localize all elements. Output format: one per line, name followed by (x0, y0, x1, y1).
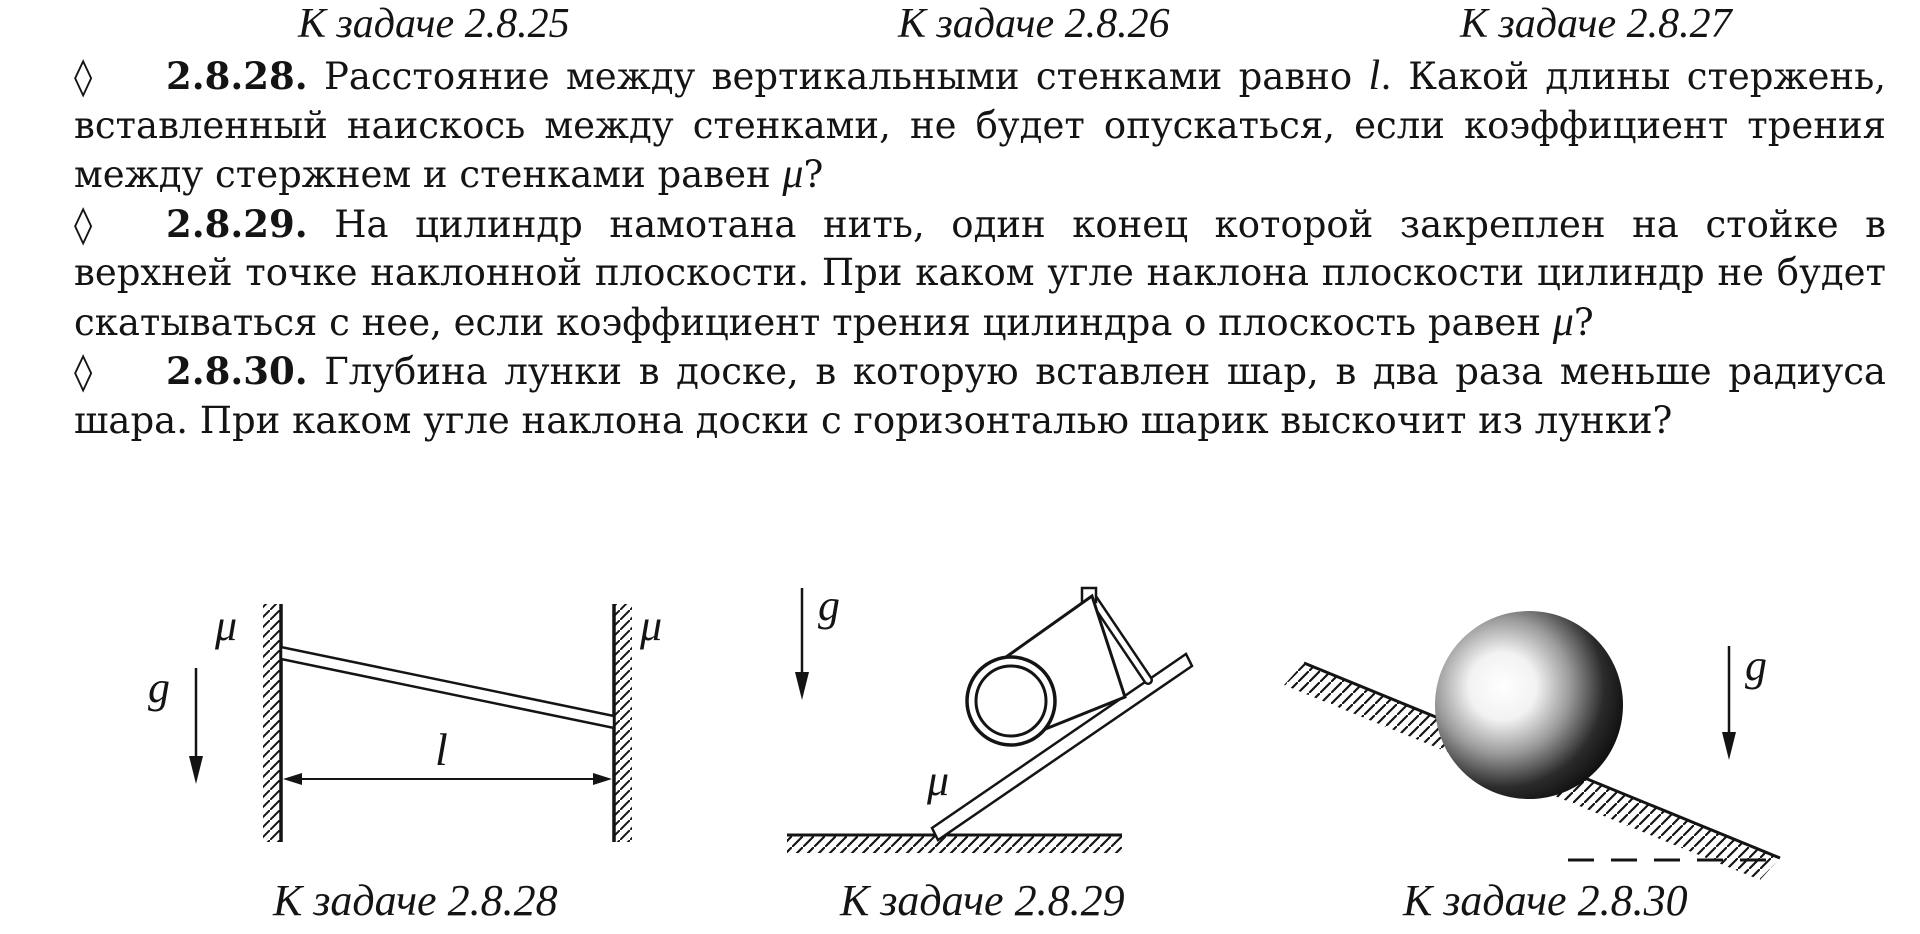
figure-cylinder-on-incline (787, 581, 1192, 853)
problem-text: Расстояние между вертикальными стенками равно (323, 55, 1369, 98)
label-g: g (818, 581, 840, 630)
caption-2-8-29: К задаче 2.8.29 (840, 876, 1125, 925)
right-wall-hatching (614, 604, 632, 842)
distance-arrow-right (593, 773, 612, 785)
caption-2-8-27: К задаче 2.8.27 (1460, 1, 1732, 47)
problem-number: 2.8.28. (166, 54, 308, 98)
label-l: l (435, 724, 448, 775)
variable-mu: μ (1552, 298, 1574, 345)
diamond-marker: ◊ (74, 55, 93, 98)
label-mu: μ (927, 756, 950, 805)
problem-2-8-29 (74, 200, 1886, 348)
ground-hatching (787, 835, 1122, 853)
ball (1435, 611, 1623, 799)
problem-text: Глубина лунки в доске, в которую вставлен шар, в два раза меньше радиуса шара. При каком угле наклона доски с горизонталью шарик выскочит из лунки? (74, 350, 1886, 442)
problem-number: 2.8.29. (166, 201, 308, 246)
problem-text: ? (803, 153, 824, 196)
diamond-marker: ◊ (74, 202, 93, 246)
caption-2-8-30: К задаче 2.8.30 (1403, 876, 1688, 925)
cylinder-inner (976, 666, 1046, 736)
label-g: g (1745, 641, 1767, 690)
gravity-arrow-head (795, 672, 809, 700)
figure-rod-between-walls (148, 601, 662, 842)
diamond-marker: ◊ (74, 350, 93, 393)
problem-list (74, 52, 1886, 445)
variable-mu: μ (782, 151, 804, 197)
problem-2-8-30 (74, 347, 1886, 445)
gravity-arrow-head (1722, 732, 1736, 760)
problem-number: 2.8.30. (166, 349, 308, 393)
caption-2-8-26: К задаче 2.8.26 (898, 1, 1170, 47)
caption-2-8-28: К задаче 2.8.28 (273, 876, 558, 925)
variable-l: l (1368, 53, 1381, 99)
problem-2-8-28 (74, 52, 1886, 200)
distance-arrow-left (283, 773, 302, 785)
label-mu-right: μ (640, 601, 663, 650)
label-mu-left: μ (215, 601, 238, 650)
left-wall-hatching (263, 604, 281, 842)
caption-2-8-25: К задаче 2.8.25 (298, 1, 570, 47)
label-g: g (148, 663, 170, 712)
problem-text: ? (1573, 300, 1594, 344)
problem-text: На цилиндр намотана нить, один конец которой закреплен на стойке в верхней точке наклонной плоскости. При каком угле наклона плоскости цилиндр не будет скатываться с нее, если коэффициент трения цилиндра о плоскость равен (74, 202, 1886, 344)
problem-text: . Какой длины стержень, вставленный наискось между стенками, не будет опускаться, если коэффициент трения между стержнем и стенками равен (74, 55, 1886, 196)
rod (281, 647, 614, 728)
top-captions (0, 0, 1920, 52)
figure-ball-in-hole (1284, 611, 1780, 880)
gravity-arrow-head (189, 756, 203, 784)
